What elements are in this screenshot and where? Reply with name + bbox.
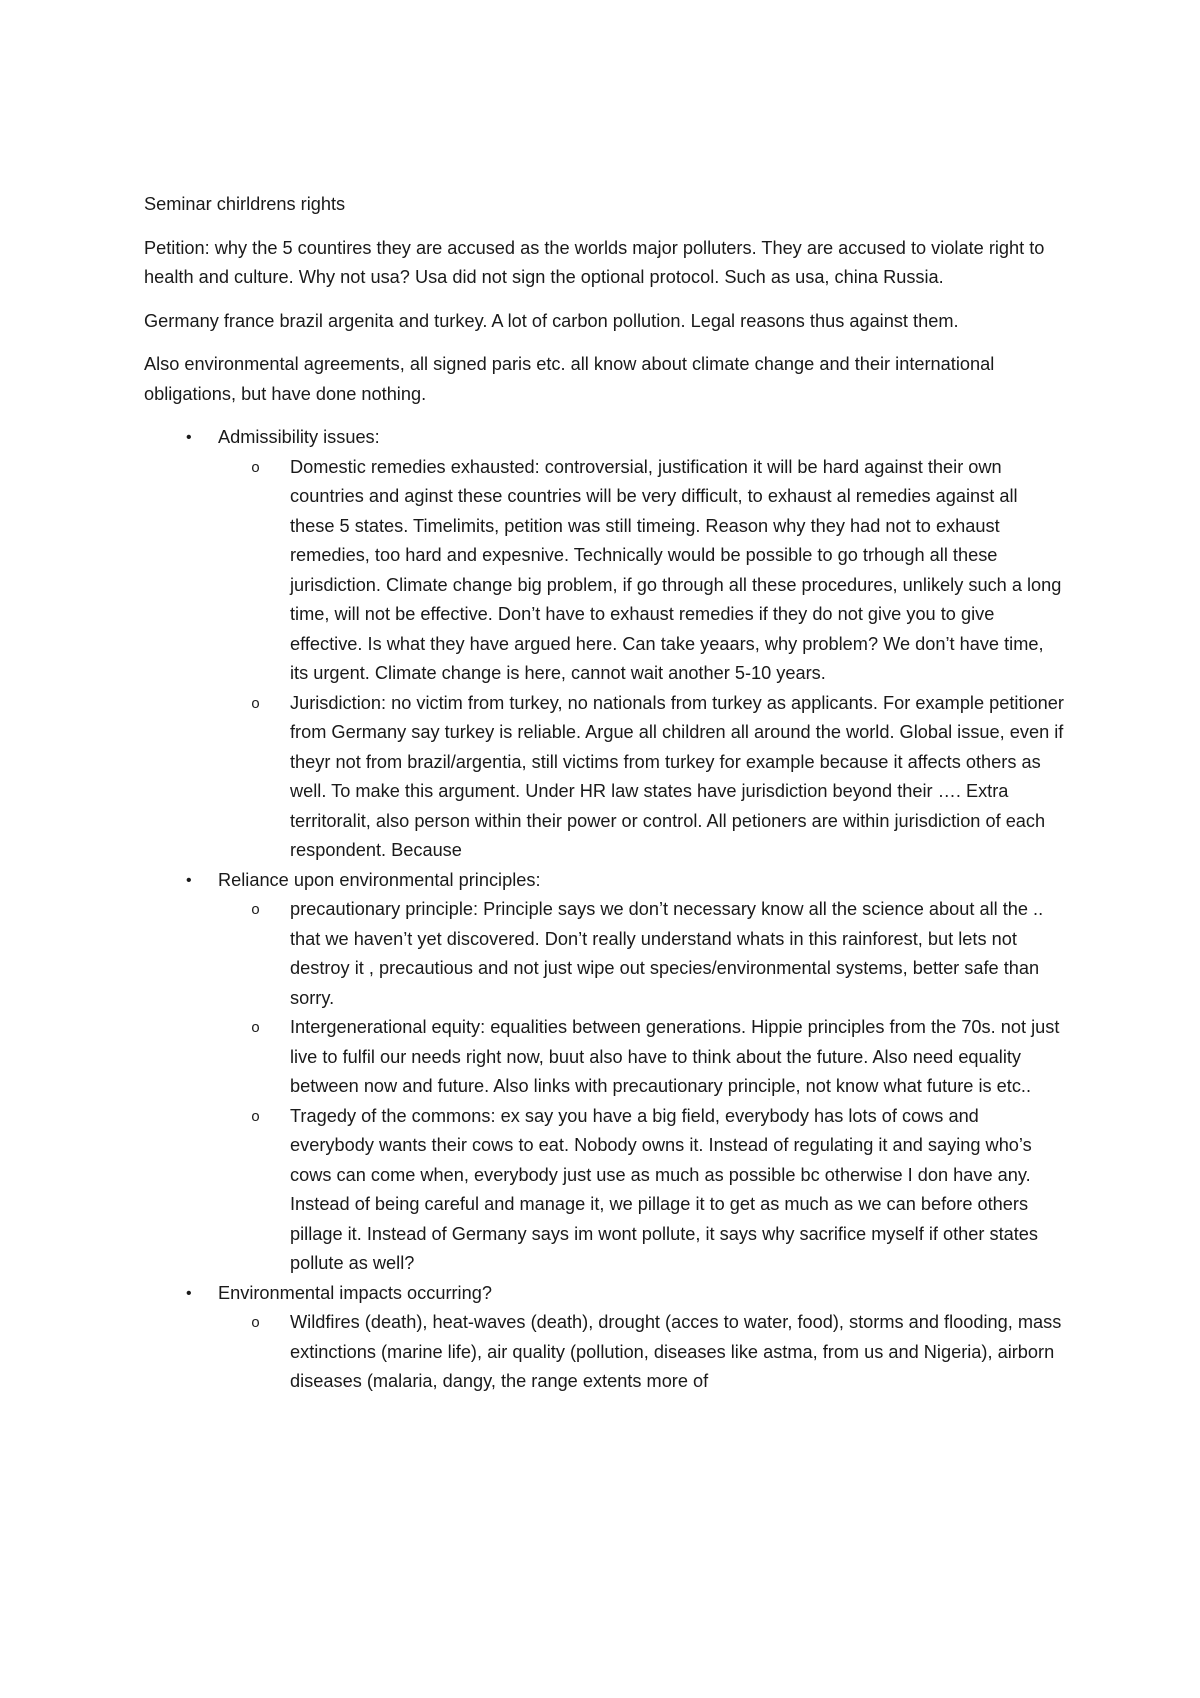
bullet-icon: • [186,1284,192,1302]
paragraph-countries: Germany france brazil argenita and turkey. A lot of carbon pollution. Legal reasons thus against them. [144,310,959,331]
sub-bullet-icon: o [251,695,261,713]
sub-bullet-icon: o [251,1315,261,1332]
sub-bullet-icon: o [251,1108,261,1126]
sub-list [218,453,1064,866]
document-title: Seminar chirldrens rights [144,194,346,214]
section-heading: Reliance upon environmental principles: [218,869,541,890]
bullet-icon: • [186,429,192,446]
paragraph-agreements: Also environmental agreements, all signed paris etc. all know about climate change and their international obligations, but have done nothing. [144,354,995,404]
list-item-text: precautionary principle: Principle says we don’t necessary know all the science about all the .. that we haven’t yet discovered. Don’t really understand whats in this rainforest, but lets not destroy it , precautious and not just wipe out species/environmental systems, better safe than sorry. [290,899,1044,1008]
section-environmental-impacts [144,1279,1064,1397]
paragraph-petition: Petition: why the 5 countires they are accused as the worlds major polluters. They are accused to violate right to health and culture. Why not usa? Usa did not sign the optional protocol. Such as usa, china Russia. [144,237,1045,287]
sub-bullet-icon: o [251,1020,261,1037]
list-item-text: Wildfires (death), heat-waves (death), drought (acces to water, food), storms and flooding, mass extinctions (marine life), air quality (pollution, diseases like astma, from us and Nigeria), airborn diseases (malaria, dangy, the range extents more of [290,1312,1062,1391]
list-item-text: Jurisdiction: no victim from turkey, no nationals from turkey as applicants. For example petitioner from Germany say turkey is reliable. Argue all children all around the world. Global issue, even if theyr not from brazil/argentia, still victims from turkey for example because it affects others as well. To make this argument. Under HR law states have jurisdiction beyond their …. Extra territoralit, also person within their power or control. All petioners are within jurisdiction of each respondent. Because [290,692,1064,860]
bullet-icon: • [186,871,192,889]
sub-bullet-icon: o [251,902,261,919]
list-item-text: Tragedy of the commons: ex say you have a big field, everybody has lots of cows and everybody wants their cows to eat. Nobody owns it. Instead of regulating it and saying who’s cows can come when, everybody just use as much as possible bc otherwise I don have any. Instead of being careful and manage it, we pillage it to get as much as we can before others pillage it. Instead of Germany says im wont pollute, it says why sacrifice myself if other states pollute as well? [290,1105,1039,1273]
list-item [218,1308,1064,1397]
list-item-text: Domestic remedies exhausted: controversial, justification it will be hard against their own countries and aginst these countries will be very difficult, to exhaust al remedies against all these 5 states. Timelimits, petition was still timeing. Reason why they had not to exhaust remedies, too hard and expesnive. Technically would be possible to go trhough all these jurisdiction. Climate change big problem, if go through all these procedures, unlikely such a long time, will not be effective. Don’t have to exhaust remedies if they do not give you to give effective. Is what they have argued here. Can take yeaars, why problem? We don’t have time, its urgent. Climate change is here, cannot wait another 5-10 years. [290,456,1062,683]
sub-list [218,1308,1064,1397]
list-item [218,895,1064,1013]
document-body [144,190,1064,1397]
list-item [218,453,1064,689]
section-heading: Environmental impacts occurring? [218,1282,492,1303]
sub-bullet-icon: o [251,459,261,477]
list-item-text: Intergenerational equity: equalities between generations. Hippie principles from the 70s. not just live to fulfil our needs right now, buut also have to think about the future. Also need equality between now and future. Also links with precautionary principle, not know what future is etc.. [290,1017,1060,1096]
section-environmental-principles [144,866,1064,1279]
section-list [144,423,1064,1397]
section-heading: Admissibility issues: [218,427,380,447]
section-admissibility [144,423,1064,866]
list-item [218,1013,1064,1102]
list-item [218,1102,1064,1279]
sub-list [218,895,1064,1279]
list-item [218,689,1064,866]
